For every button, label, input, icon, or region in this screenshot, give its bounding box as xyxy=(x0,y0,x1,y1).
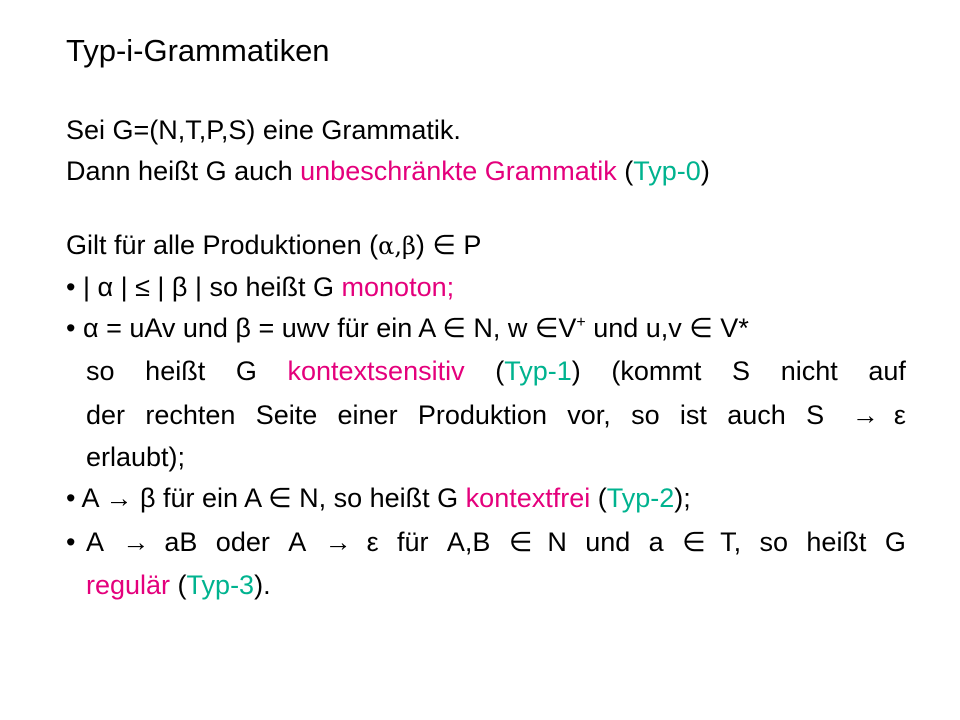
word: ist xyxy=(679,400,707,430)
paren-open: ( xyxy=(616,156,634,186)
word: Seite xyxy=(255,400,318,430)
alpha-beta-symbols: α,β xyxy=(378,232,416,260)
word: S xyxy=(732,356,751,386)
word: (kommt xyxy=(611,356,702,386)
term-monoton: monoton; xyxy=(341,272,455,302)
paren-close: ); xyxy=(674,483,691,513)
word: A xyxy=(86,527,105,557)
word: so xyxy=(631,400,660,430)
arrow-epsilon: → ε xyxy=(844,400,906,430)
term-regulaer: regulär xyxy=(86,570,171,600)
word: auch xyxy=(727,400,786,430)
word: a xyxy=(648,527,664,557)
word: so xyxy=(759,527,789,557)
type-label-3: Typ-3 xyxy=(186,570,255,600)
term-kontextsensitiv: kontextsensitiv xyxy=(287,356,465,386)
bullet-monoton xyxy=(66,271,454,303)
bullet-marker: • xyxy=(66,313,76,343)
word: heißt xyxy=(806,527,867,557)
word: ∈ N xyxy=(508,527,567,557)
word: einer xyxy=(337,400,398,430)
word: S xyxy=(806,400,825,430)
bullet-text: α = uAv und β = uwv für ein A ∈ N, w ∈V xyxy=(75,313,577,343)
word: für xyxy=(397,527,429,557)
word: → ε xyxy=(324,527,379,557)
type-label-1: Typ-1 xyxy=(504,356,572,386)
paren-close: ). xyxy=(254,570,271,600)
bullet-kontextsensitiv-line-3 xyxy=(86,399,906,431)
slide-title: Typ-i-Grammatiken xyxy=(66,33,330,68)
bullet-kontextsensitiv-line-4: erlaubt); xyxy=(86,442,186,472)
paren-open: ( xyxy=(590,483,607,513)
type-label-2: Typ-2 xyxy=(606,483,675,513)
type-label-1-wrapper: (Typ-1) xyxy=(495,356,581,386)
word: Produktion xyxy=(417,400,547,430)
word: A xyxy=(288,527,307,557)
type-label-0: Typ-0 xyxy=(633,156,701,186)
word: nicht xyxy=(780,356,838,386)
intro-line-2 xyxy=(66,155,710,187)
paren-open: ( xyxy=(170,570,187,600)
intro-text: Dann heißt G auch xyxy=(66,156,301,186)
condition-intro xyxy=(66,229,481,262)
bullet-marker: • xyxy=(66,272,76,302)
word: vor, xyxy=(567,400,611,430)
word: heißt xyxy=(145,356,206,386)
word: auf xyxy=(868,356,906,386)
word: rechten xyxy=(145,400,236,430)
bullet-regulaer-line-2 xyxy=(86,569,271,601)
word: ∈ T, xyxy=(682,527,742,557)
bullet-kontextsensitiv-line-2 xyxy=(86,355,906,387)
bullet-marker-regulaer: • xyxy=(66,527,76,557)
intro-line-1: Sei G=(N,T,P,S) eine Grammatik. xyxy=(66,115,461,145)
word: und xyxy=(585,527,631,557)
word: A,B xyxy=(446,527,491,557)
term-kontextfrei: kontextfrei xyxy=(465,483,591,513)
term-unbeschraenkt: unbeschränkte Grammatik xyxy=(300,156,617,186)
bullet-marker: • xyxy=(66,483,76,513)
bullet-text: A → β für ein A ∈ N, so heißt G xyxy=(75,483,466,513)
word: oder xyxy=(215,527,270,557)
paren-close: ) xyxy=(700,156,710,186)
condition-set: ) ∈ P xyxy=(415,230,482,260)
word: G xyxy=(884,527,906,557)
word: G xyxy=(235,356,257,386)
word: der xyxy=(86,400,126,430)
condition-text: Gilt für alle Produktionen ( xyxy=(66,230,379,260)
bullet-regulaer-line-1 xyxy=(86,526,906,558)
bullet-text: und u,v ∈ V* xyxy=(585,313,749,343)
bullet-text: | α | ≤ | β | so heißt G xyxy=(75,272,342,302)
word: → aB xyxy=(122,527,198,557)
bullet-kontextfrei xyxy=(66,482,691,514)
superscript-plus: + xyxy=(576,314,586,331)
bullet-kontextsensitiv-line-1 xyxy=(66,312,749,344)
word: so xyxy=(86,356,115,386)
